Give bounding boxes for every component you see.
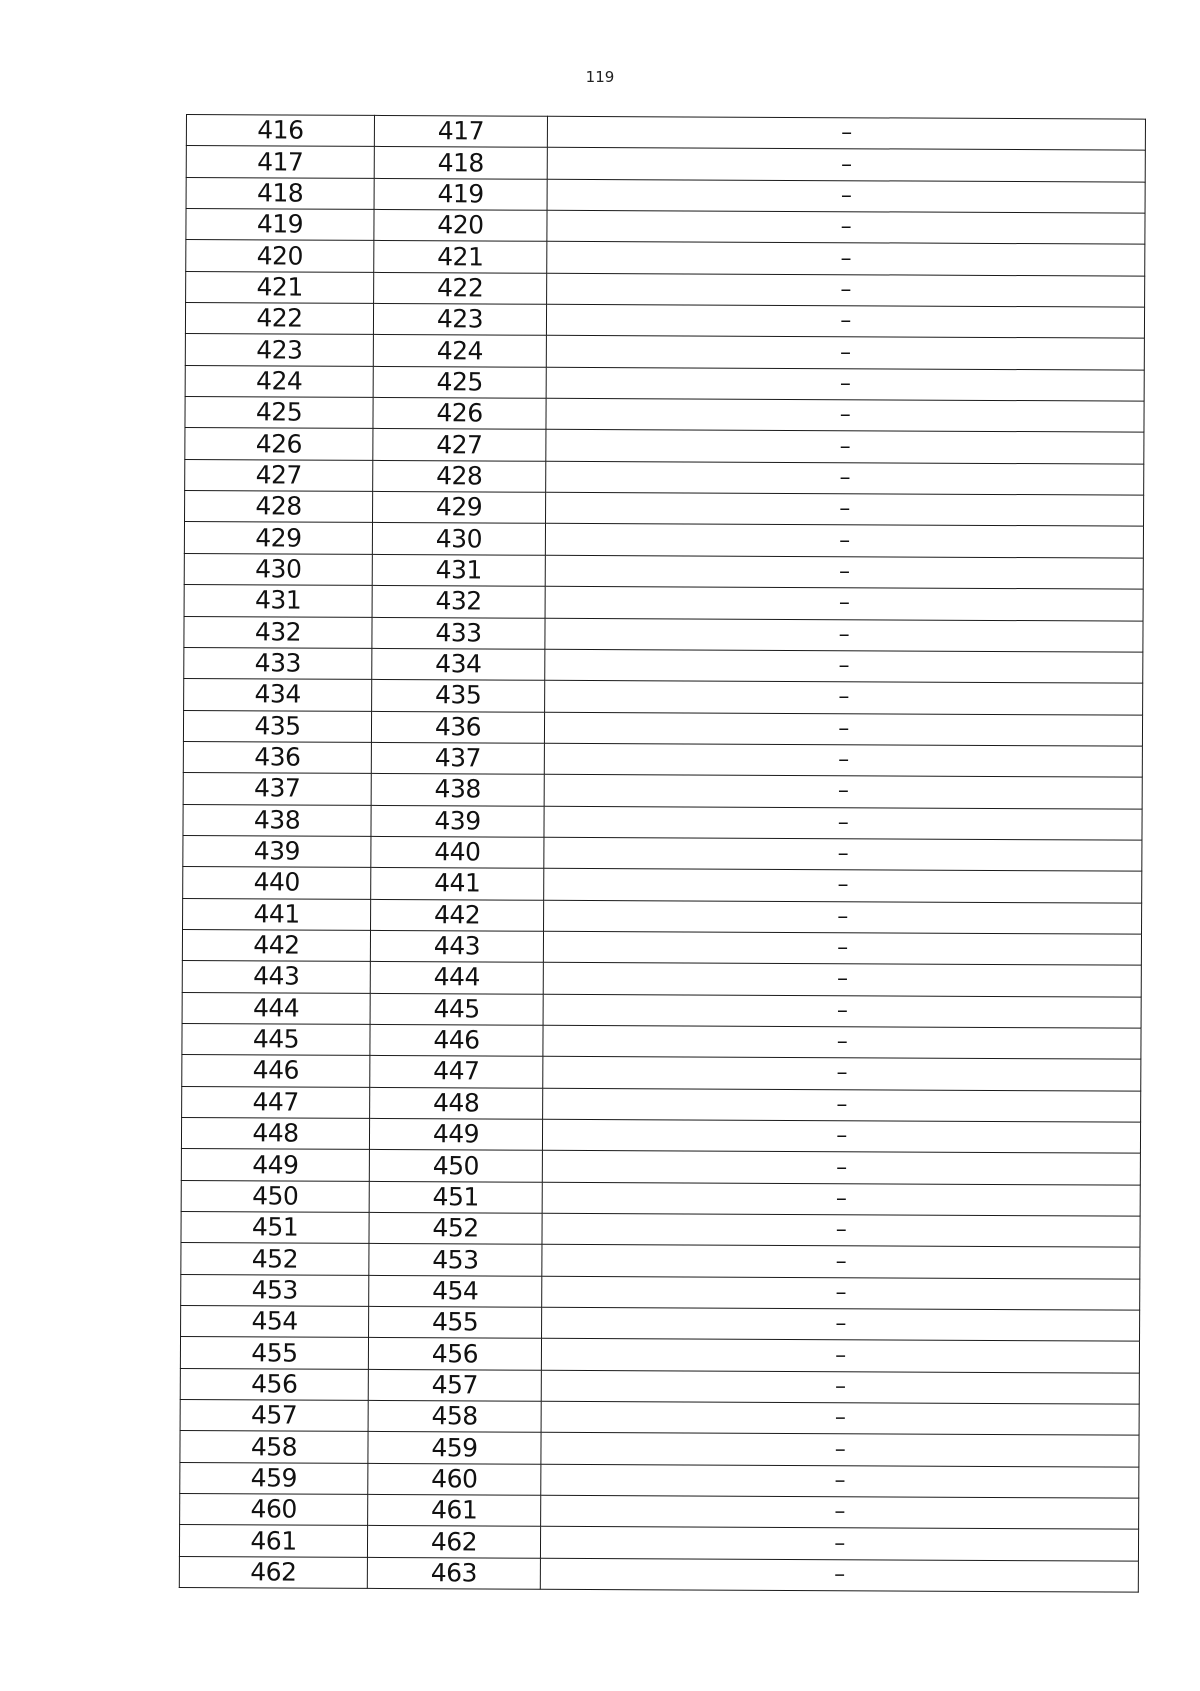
table-cell-value: – <box>547 273 1145 307</box>
table-row <box>182 992 1141 1028</box>
table-cell-from: 433 <box>184 647 372 679</box>
table-cell-from: 442 <box>182 929 370 961</box>
table-cell-from: 428 <box>185 491 373 523</box>
table-cell-to: 441 <box>371 868 544 900</box>
table-cell-value: – <box>545 680 1143 714</box>
table-cell-value: – <box>544 806 1142 840</box>
table-cell-to: 418 <box>374 147 547 179</box>
table-cell-value: – <box>544 900 1142 934</box>
table-cell-to: 445 <box>370 993 543 1025</box>
table-row <box>181 1274 1140 1310</box>
table-cell-value: – <box>544 869 1142 903</box>
table-cell-to: 446 <box>370 1024 543 1056</box>
table-cell-to: 437 <box>371 742 544 774</box>
table-cell-from: 432 <box>184 616 372 648</box>
table-cell-to: 439 <box>371 805 544 837</box>
table-cell-from: 449 <box>181 1149 369 1181</box>
table-cell-from: 419 <box>186 209 374 241</box>
table-cell-to: 420 <box>374 209 547 241</box>
table-cell-value: – <box>542 1307 1140 1341</box>
table-row <box>182 961 1141 997</box>
table-cell-to: 425 <box>373 366 546 398</box>
table-cell-to: 462 <box>367 1526 540 1558</box>
table-row <box>186 209 1145 245</box>
table-cell-value: – <box>544 712 1142 746</box>
table-cell-to: 461 <box>368 1495 541 1527</box>
table-cell-value: – <box>542 1119 1140 1153</box>
table-cell-from: 439 <box>183 835 371 867</box>
table-cell-value: – <box>547 179 1145 213</box>
table-cell-from: 443 <box>182 961 370 993</box>
table-cell-value: – <box>547 116 1145 150</box>
table-row <box>184 585 1143 621</box>
table-row <box>181 1306 1140 1342</box>
data-table <box>179 114 1146 1593</box>
table-cell-value: – <box>547 210 1145 244</box>
table-cell-value: – <box>545 618 1143 652</box>
table-cell-from: 453 <box>181 1274 369 1306</box>
table-cell-from: 421 <box>186 271 374 303</box>
table-row <box>181 1243 1140 1279</box>
table-row <box>184 616 1143 652</box>
table-row <box>180 1494 1139 1530</box>
table-row <box>180 1337 1139 1373</box>
table-cell-value: – <box>545 649 1143 683</box>
table-row <box>184 553 1143 589</box>
table-cell-to: 458 <box>368 1400 541 1432</box>
table-cell-value: – <box>541 1370 1139 1404</box>
table-cell-from: 458 <box>180 1431 368 1463</box>
table-cell-value: – <box>547 242 1145 276</box>
table-cell-to: 444 <box>370 962 543 994</box>
table-cell-to: 423 <box>373 303 546 335</box>
table-row <box>185 303 1144 339</box>
table-row <box>179 1556 1138 1592</box>
table-row <box>183 835 1142 871</box>
table-row <box>181 1117 1140 1153</box>
table-cell-from: 452 <box>181 1243 369 1275</box>
table-cell-from: 426 <box>185 428 373 460</box>
table-cell-to: 432 <box>372 586 545 618</box>
table-cell-value: – <box>541 1495 1139 1529</box>
table-cell-to: 450 <box>369 1150 542 1182</box>
table-cell-value: – <box>546 398 1144 432</box>
table-cell-to: 453 <box>369 1244 542 1276</box>
table-cell-value: – <box>543 1025 1141 1059</box>
table-row <box>185 459 1144 495</box>
table-cell-value: – <box>542 1182 1140 1216</box>
table-cell-to: 422 <box>374 272 547 304</box>
table-cell-from: 455 <box>180 1337 368 1369</box>
table-cell-to: 430 <box>372 523 545 555</box>
table-cell-from: 446 <box>182 1055 370 1087</box>
table-cell-from: 429 <box>184 522 372 554</box>
table-cell-from: 461 <box>179 1525 367 1557</box>
table-cell-to: 447 <box>370 1056 543 1088</box>
table-cell-value: – <box>543 963 1141 997</box>
table-row <box>180 1400 1139 1436</box>
table-cell-value: – <box>546 304 1144 338</box>
table-row <box>185 428 1144 464</box>
table-row <box>183 898 1142 934</box>
table-cell-from: 451 <box>181 1212 369 1244</box>
table-cell-from: 441 <box>183 898 371 930</box>
table-cell-value: – <box>543 1088 1141 1122</box>
table-cell-from: 440 <box>183 867 371 899</box>
table-row <box>182 929 1141 965</box>
table-cell-from: 462 <box>179 1556 367 1588</box>
table-cell-from: 424 <box>185 365 373 397</box>
table-cell-to: 417 <box>374 115 547 147</box>
table-cell-value: – <box>541 1339 1139 1373</box>
table-row <box>183 741 1142 777</box>
table-cell-value: – <box>544 837 1142 871</box>
table-cell-to: 454 <box>369 1275 542 1307</box>
table-cell-value: – <box>546 492 1144 526</box>
table-row <box>183 710 1142 746</box>
table-cell-value: – <box>546 430 1144 464</box>
table-cell-value: – <box>544 743 1142 777</box>
table-row <box>186 115 1145 151</box>
table-row <box>182 1086 1141 1122</box>
table-row <box>179 1525 1138 1561</box>
table-row <box>185 491 1144 527</box>
table-cell-to: 428 <box>373 460 546 492</box>
table-row <box>183 773 1142 809</box>
table-cell-value: – <box>546 461 1144 495</box>
table-row <box>180 1462 1139 1498</box>
table-cell-to: 443 <box>370 930 543 962</box>
table-row <box>181 1212 1140 1248</box>
table-cell-value: – <box>542 1245 1140 1279</box>
table-row <box>186 240 1145 276</box>
table-cell-from: 438 <box>183 804 371 836</box>
table-cell-to: 427 <box>373 429 546 461</box>
table-row <box>186 146 1145 182</box>
table-cell-from: 456 <box>180 1368 368 1400</box>
table-cell-to: 442 <box>371 899 544 931</box>
table-cell-value: – <box>545 586 1143 620</box>
table-cell-from: 425 <box>185 397 373 429</box>
table-cell-to: 459 <box>368 1432 541 1464</box>
table-cell-to: 438 <box>371 774 544 806</box>
table-cell-from: 460 <box>180 1494 368 1526</box>
table-row <box>181 1149 1140 1185</box>
table-cell-to: 426 <box>373 398 546 430</box>
table-cell-from: 423 <box>185 334 373 366</box>
table-cell-value: – <box>544 774 1142 808</box>
table-cell-from: 448 <box>181 1117 369 1149</box>
table-cell-from: 454 <box>181 1306 369 1338</box>
table-cell-value: – <box>542 1151 1140 1185</box>
table-cell-to: 455 <box>369 1306 542 1338</box>
table-row <box>181 1180 1140 1216</box>
table-cell-from: 427 <box>185 459 373 491</box>
table-cell-to: 433 <box>372 617 545 649</box>
table-cell-to: 452 <box>369 1212 542 1244</box>
table-row <box>186 271 1145 307</box>
table-cell-value: – <box>540 1558 1138 1592</box>
table-cell-to: 434 <box>372 648 545 680</box>
table-body <box>179 115 1145 1593</box>
table-cell-from: 459 <box>180 1462 368 1494</box>
table-row <box>185 397 1144 433</box>
table-cell-to: 460 <box>368 1463 541 1495</box>
table-cell-value: – <box>546 336 1144 370</box>
table-cell-from: 435 <box>183 710 371 742</box>
page-number: 119 <box>585 68 615 86</box>
table-cell-from: 436 <box>183 741 371 773</box>
table-row <box>185 365 1144 401</box>
table-row <box>184 679 1143 715</box>
table-cell-from: 444 <box>182 992 370 1024</box>
table-cell-to: 424 <box>373 335 546 367</box>
table-row <box>183 804 1142 840</box>
table-cell-to: 451 <box>369 1181 542 1213</box>
table-cell-from: 422 <box>185 303 373 335</box>
table-row <box>186 177 1145 213</box>
table-cell-from: 418 <box>186 177 374 209</box>
table-cell-value: – <box>542 1213 1140 1247</box>
table-cell-from: 437 <box>183 773 371 805</box>
table-cell-value: – <box>545 555 1143 589</box>
table-cell-to: 421 <box>374 241 547 273</box>
table-cell-from: 430 <box>184 553 372 585</box>
table-cell-from: 431 <box>184 585 372 617</box>
table-cell-value: – <box>540 1527 1138 1561</box>
table-row <box>180 1368 1139 1404</box>
table-cell-to: 431 <box>372 554 545 586</box>
table-cell-from: 416 <box>186 115 374 147</box>
table-row <box>180 1431 1139 1467</box>
table-cell-to: 436 <box>371 711 544 743</box>
table-cell-to: 435 <box>372 680 545 712</box>
table-cell-value: – <box>546 367 1144 401</box>
table-cell-value: – <box>541 1433 1139 1467</box>
table-cell-value: – <box>545 524 1143 558</box>
table-cell-to: 419 <box>374 178 547 210</box>
table-row <box>182 1055 1141 1091</box>
table-cell-to: 463 <box>367 1557 540 1589</box>
table-cell-value: – <box>541 1401 1139 1435</box>
table-cell-to: 448 <box>370 1087 543 1119</box>
table-cell-to: 429 <box>373 492 546 524</box>
table-cell-value: – <box>541 1464 1139 1498</box>
table-row <box>184 522 1143 558</box>
table-cell-to: 449 <box>369 1118 542 1150</box>
table-cell-from: 447 <box>182 1086 370 1118</box>
table-cell-value: – <box>543 994 1141 1028</box>
table-cell-value: – <box>542 1276 1140 1310</box>
table-row <box>185 334 1144 370</box>
table-row <box>184 647 1143 683</box>
table-cell-value: – <box>547 148 1145 182</box>
table-cell-from: 457 <box>180 1400 368 1432</box>
table-cell-value: – <box>543 931 1141 965</box>
table-cell-to: 456 <box>368 1338 541 1370</box>
table-cell-to: 440 <box>371 836 544 868</box>
table-cell-to: 457 <box>368 1369 541 1401</box>
table-cell-from: 445 <box>182 1023 370 1055</box>
table-cell-from: 450 <box>181 1180 369 1212</box>
table-cell-from: 434 <box>184 679 372 711</box>
table-row <box>183 867 1142 903</box>
table-cell-from: 417 <box>186 146 374 178</box>
table-row <box>182 1023 1141 1059</box>
table-cell-from: 420 <box>186 240 374 272</box>
table-cell-value: – <box>543 1057 1141 1091</box>
